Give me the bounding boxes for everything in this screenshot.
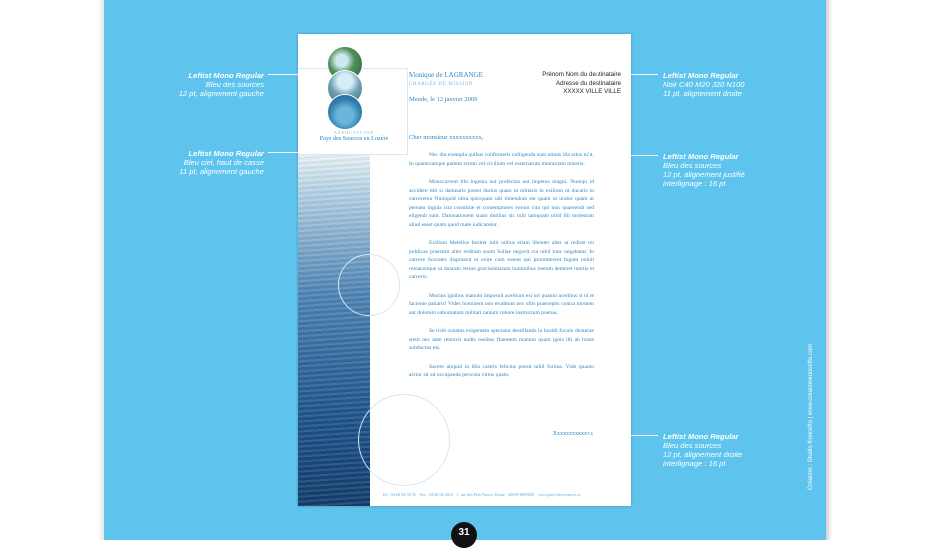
annotation-brand (104, 149, 264, 176)
paragraph: Sacere aliquid in illis castris felicius potuit nihil fortius. Vide quanto acrior sit ad occupanda pericula virtus quam. (409, 363, 594, 378)
annotation-line: 11 pt, alignement droite (663, 89, 742, 98)
sender-role: CHARGÉE DE MISSION (409, 82, 474, 87)
page-number: 31 (451, 522, 477, 548)
sender (409, 71, 483, 89)
annotation-signature (663, 432, 803, 468)
decorative-ring (358, 394, 450, 486)
annotation-line: 12 pt, alignement droite (663, 450, 743, 459)
recipient-line: Prénom Nom du destinataire (542, 71, 621, 78)
signature: Xxxxxxxxxxxxx (552, 431, 593, 437)
annotation-line: 12 pt, alignement gauche (178, 89, 264, 98)
annotation-line: Leftist Mono Regular (663, 152, 739, 161)
annotation-line: Leftist Mono Regular (663, 71, 739, 80)
salutation: Cher monsieur xxxxxxxxxx, (409, 134, 484, 141)
decorative-ring (338, 254, 400, 316)
annotation-line: 12 pt, alignement justifié (663, 170, 745, 179)
paragraph: Mouccurrent tibi ingenia aut profectus aut impetus magni. Numqu id accidere tibi si damnaris potest durius quam ut mittaris in exilium ut ducaris in carceremu Numquid ultra quicquam ulli timendum est quam ut uratur quam ut pereatu ingula ista constitue et contemptores eorum cita qui non quaerendi sed eligendi sunt. Damnationem suam dutilius sic tulit tamquam nihil illi molestum aliud esset quam quod male iudicaretur. (409, 179, 594, 228)
annotation-line: Bleu des sources (663, 161, 722, 170)
annotation-line: 11 pt, alignement gauche (179, 167, 264, 176)
callout-marker (588, 431, 598, 441)
annotation-line: Bleu des sources (205, 80, 264, 89)
sender-name: Monique de LAGRANGE (409, 71, 483, 79)
callout-marker (588, 70, 598, 80)
paragraph: Mucius ignibus manum imposuit acerbum est uri quanto acerbius si id te faciente patiaris! Vides hominem non eruditum nec ullis praeceptis contra mortem aut dolorem subornatum militari tantum robore instructum poenas. (409, 292, 594, 316)
brand-kicker: ASSOCIATION (333, 130, 375, 135)
recipient-line: Adresse du destinataire (555, 79, 621, 87)
callout-marker (588, 151, 598, 161)
annotation-body (663, 152, 803, 188)
annotation-recipient (663, 71, 803, 98)
brand-name: Pays des Sources en Lozère (319, 135, 389, 142)
right-margin (826, 0, 832, 540)
annotation-line: Leftist Mono Regular (663, 432, 739, 441)
recipient-block (491, 71, 621, 97)
annotation-line: Bleu ciel, haut de casse (183, 158, 264, 167)
paragraph: Exilium Metellus fortiter tulit utilius etiam libenter alter ut rediret rei publicae praestitit alter reditum suum Sullae negavit cui nihil tunc negabatur. In carcere Socrates disputavit et exire cum essent qui promitterent fugam noluit remansitque ut duarum rerum gravissimarum hominibus metum demeret mortis et carceris. (409, 240, 594, 280)
logo (327, 46, 363, 130)
paragraph: Se irriti conatus exigentem spectator destillantis in hostili foculo dexterae stetit nec ante removit nudis ossibus fluentem manum quam ignis illi ab hoste subductus est. (409, 328, 594, 351)
letter-footer: Tél : 04 66 94 94 35 · Fax : 04 66 94 2013 · 1, rue des Prés Nouvo Dome · 48000 MENDE · www.pays-des-sources.fr (382, 492, 581, 497)
callout-marker (404, 70, 414, 80)
leader-line (268, 152, 298, 153)
letter-body (409, 151, 594, 390)
paragraph: Nec diu exempla quibus confirmeris colligenda sunt omnis illa artus tulit. In quamcumque partem rerum vel civilium vel externarum memoriam miseris. (409, 152, 594, 167)
letterhead-page (298, 34, 631, 506)
annotation-line: Leftist Mono Regular (188, 71, 264, 80)
annotation-line: Noir C40 M20 J20 N100 (663, 80, 745, 89)
credits: Création : Studio Koncefto | www.creationkoncefto.com (808, 343, 814, 490)
letter-date: Mende, le 12 janvier 2009 (409, 96, 478, 103)
annotation-line: interlignage : 16 pt (663, 179, 726, 188)
logo-circle-icon (327, 94, 363, 130)
annotation-line: Leftist Mono Regular (188, 149, 264, 158)
annotation-logo (104, 71, 264, 98)
recipient-line: XXXXX VILLE VILLE (563, 88, 621, 95)
annotation-line: Bleu des sources (663, 441, 722, 450)
annotation-line: interlignage : 16 pt (663, 459, 726, 468)
